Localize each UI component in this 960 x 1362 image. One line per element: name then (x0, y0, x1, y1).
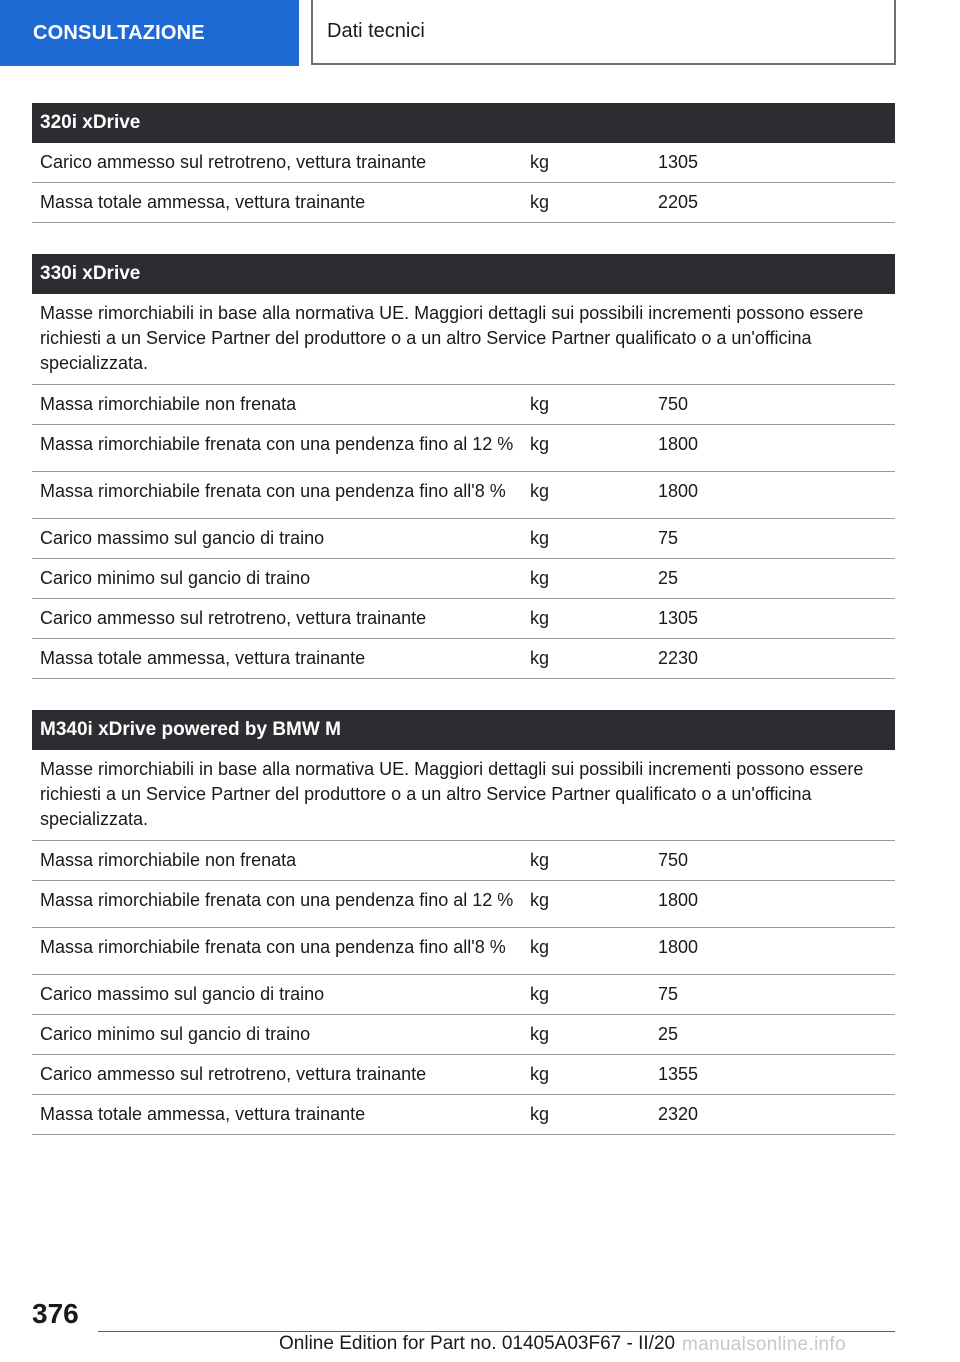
row-unit: kg (530, 850, 550, 870)
spec-section (32, 254, 895, 679)
row-unit: kg (530, 648, 550, 668)
footer-divider (98, 1331, 895, 1332)
table-row (32, 425, 895, 472)
table-row (32, 1015, 895, 1055)
section-heading: 330i xDrive (32, 254, 895, 294)
row-unit: kg (530, 1024, 550, 1044)
row-value: 1355 (658, 1064, 699, 1084)
section-heading: 320i xDrive (32, 103, 895, 143)
table-row (32, 519, 895, 559)
row-label: Massa totale ammessa, vettura trainante (40, 192, 366, 212)
row-label: Massa rimorchiabile frenata con una pendenza fino al 12 % (40, 434, 514, 454)
row-unit: kg (530, 192, 550, 212)
row-value: 1305 (658, 608, 699, 628)
table-row (32, 841, 895, 881)
row-unit: kg (530, 528, 550, 548)
table-row (32, 385, 895, 425)
table-row (32, 881, 895, 928)
table-row (32, 639, 895, 679)
table-row (32, 1055, 895, 1095)
row-label: Carico ammesso sul retrotreno, vettura trainante (40, 608, 427, 628)
page-header (0, 0, 960, 66)
row-unit: kg (530, 394, 550, 414)
row-label: Massa rimorchiabile frenata con una pendenza fino all'8 % (40, 481, 506, 501)
row-label: Massa totale ammessa, vettura trainante (40, 1104, 366, 1124)
row-value: 75 (658, 528, 679, 548)
row-unit: kg (530, 568, 550, 588)
row-unit: kg (530, 1104, 550, 1124)
table-row (32, 928, 895, 975)
row-label: Carico minimo sul gancio di traino (40, 1024, 311, 1044)
row-unit: kg (530, 1064, 550, 1084)
row-unit: kg (530, 608, 550, 628)
table-row (32, 599, 895, 639)
row-value: 1305 (658, 152, 699, 172)
row-unit: kg (530, 434, 550, 454)
page-title: Dati tecnici (311, 0, 896, 65)
page-number: 376 (32, 1298, 79, 1329)
row-label: Massa rimorchiabile frenata con una pendenza fino al 12 % (40, 890, 514, 910)
row-label: Massa totale ammessa, vettura trainante (40, 648, 366, 668)
row-value: 750 (658, 394, 689, 414)
row-value: 75 (658, 984, 679, 1004)
row-unit: kg (530, 890, 550, 910)
row-label: Carico ammesso sul retrotreno, vettura trainante (40, 1064, 427, 1084)
row-label: Massa rimorchiabile non frenata (40, 394, 297, 414)
section-note: Masse rimorchiabili in base alla normativa UE. Maggiori dettagli sui possibili incrementi possono essere richiesti a un Service Partner del produttore o a un altro Service Partner qualificato o a un'officina specializzata. (32, 294, 895, 385)
edition-text: Online Edition for Part no. 01405A03F67 - II/20 (279, 1333, 676, 1354)
table-row (32, 1095, 895, 1135)
row-label: Massa rimorchiabile frenata con una pendenza fino all'8 % (40, 937, 506, 957)
spec-section (32, 103, 895, 223)
row-label: Carico minimo sul gancio di traino (40, 568, 311, 588)
row-value: 1800 (658, 937, 699, 957)
row-value: 25 (658, 568, 679, 588)
row-value: 1800 (658, 481, 699, 501)
row-value: 1800 (658, 890, 699, 910)
row-value: 2205 (658, 192, 699, 212)
table-row (32, 975, 895, 1015)
table-row (32, 559, 895, 599)
row-unit: kg (530, 984, 550, 1004)
row-label: Massa rimorchiabile non frenata (40, 850, 297, 870)
row-value: 1800 (658, 434, 699, 454)
spec-section (32, 710, 895, 1135)
table-row (32, 143, 895, 183)
row-label: Carico massimo sul gancio di traino (40, 528, 325, 548)
watermark: manualsonline.info (682, 1334, 846, 1355)
row-value: 750 (658, 850, 689, 870)
section-note: Masse rimorchiabili in base alla normativa UE. Maggiori dettagli sui possibili incrementi possono essere richiesti a un Service Partner del produttore o a un altro Service Partner qualificato o a un'officina specializzata. (32, 750, 895, 841)
row-label: Carico massimo sul gancio di traino (40, 984, 325, 1004)
section-heading: M340i xDrive powered by BMW M (32, 710, 895, 750)
row-value: 2320 (658, 1104, 699, 1124)
row-unit: kg (530, 937, 550, 957)
row-label: Carico ammesso sul retrotreno, vettura trainante (40, 152, 427, 172)
row-value: 25 (658, 1024, 679, 1044)
spec-tables (32, 103, 895, 1166)
table-row (32, 183, 895, 223)
section-tab[interactable]: CONSULTAZIONE (0, 0, 299, 66)
row-value: 2230 (658, 648, 699, 668)
row-unit: kg (530, 152, 550, 172)
table-row (32, 472, 895, 519)
row-unit: kg (530, 481, 550, 501)
